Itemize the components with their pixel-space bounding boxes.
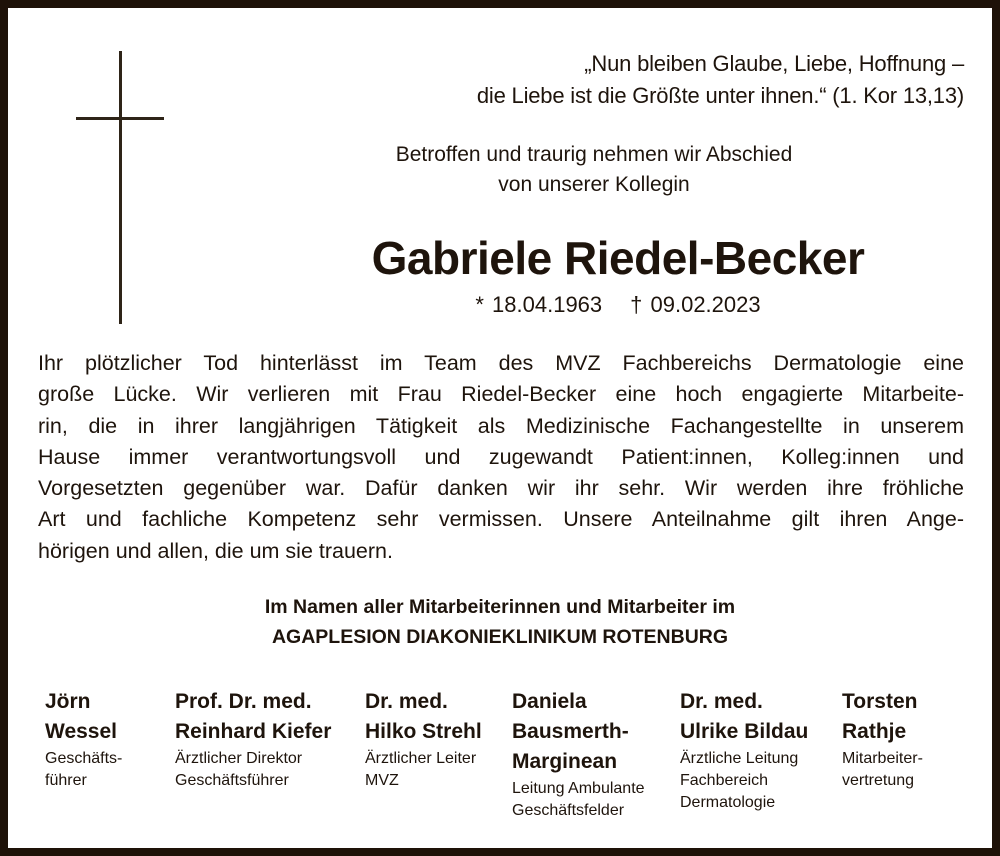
birth-date: * 18.04.1963 <box>475 292 603 317</box>
signer-role <box>512 778 645 822</box>
closing-line-1: Im Namen aller Mitarbeiterinnen und Mitarbeiter im <box>264 596 736 618</box>
signer-role-line: führer <box>45 772 87 789</box>
closing-statement <box>128 592 872 652</box>
cross-horizontal-bar <box>76 117 164 120</box>
signer-role-line: vertretung <box>842 772 915 789</box>
signer-role-line: Geschäftsfelder <box>512 802 625 819</box>
signer-role <box>842 748 923 792</box>
signer-name-line: Jörn <box>45 690 91 713</box>
signer-name-line: Hilko Strehl <box>365 720 482 743</box>
tribute-line: Art und fachliche Kompetenz sehr vermissen. Unsere Anteilnahme gilt ihren Ange- <box>38 507 964 532</box>
tribute-line: Hause immer verantwortungsvoll und zugewandt Patient:innen, Kolleg:innen und <box>38 444 964 469</box>
signer-hilko-strehl <box>365 687 482 792</box>
signer-role-line: Dermatologie <box>680 794 776 811</box>
signer-role-line: Ärztlicher Direktor <box>175 750 303 767</box>
tribute-paragraph <box>38 348 964 567</box>
signer-role <box>175 748 331 792</box>
signer-daniela-bausmerth-marginean <box>512 687 645 822</box>
signer-role-line: Fachbereich <box>680 772 769 789</box>
signer-role-line: MVZ <box>365 772 399 789</box>
signer-role-line: Ärztlicher Leiter <box>365 750 477 767</box>
quote-line-1: „Nun bleiben Glaube, Liebe, Hoffnung – <box>584 51 964 76</box>
signer-name <box>512 687 645 777</box>
tribute-line: hörigen und allen, die um sie trauern. <box>38 538 393 563</box>
signer-name <box>365 687 482 747</box>
signer-name <box>175 687 331 747</box>
signer-role-line: Ärztliche Leitung <box>680 750 799 767</box>
life-dates <box>428 289 808 321</box>
signer-name-line: Dr. med. <box>680 690 763 713</box>
signer-name <box>842 687 923 747</box>
tribute-line: Vorgesetzten gegenüber war. Dafür danken wir ihr sehr. Wir werden ihre fröhliche <box>38 476 964 501</box>
signer-role-line: Geschäftsführer <box>175 772 289 789</box>
signer-torsten-rathje <box>842 687 923 792</box>
signer-name-line: Torsten <box>842 690 918 713</box>
signer-role-line: Geschäfts- <box>45 750 123 767</box>
intro-line-2: von unserer Kollegin <box>498 173 690 196</box>
intro-line-1: Betroffen und traurig nehmen wir Abschied <box>395 143 793 166</box>
tribute-line: große Lücke. Wir verlieren mit Frau Riedel-Becker eine hoch engagierte Mitarbeite- <box>38 382 964 407</box>
signer-role <box>680 748 808 814</box>
signer-name <box>680 687 808 747</box>
signer-name-line: Rathje <box>842 720 907 743</box>
signer-name-line: Wessel <box>45 720 117 743</box>
signer-name-line: Prof. Dr. med. <box>175 690 312 713</box>
signer-name <box>45 687 122 747</box>
signer-name-line: Daniela <box>512 690 587 713</box>
quote-line-2: die Liebe ist die Größte unter ihnen.“ (1. Kor 13,13) <box>476 83 964 108</box>
signer-name-line: Bausmerth- <box>512 720 629 743</box>
signer-name-line: Dr. med. <box>365 690 448 713</box>
signer-reinhard-kiefer <box>175 687 331 792</box>
signer-name-line: Reinhard Kiefer <box>175 720 332 743</box>
tribute-line: Ihr plötzlicher Tod hinterlässt im Team des MVZ Fachbereichs Dermatologie eine <box>38 351 964 375</box>
obituary-notice <box>8 8 992 848</box>
signatories <box>8 687 992 837</box>
tribute-line: rin, die in ihrer langjährigen Tätigkeit als Medizinische Fachangestellte in unserem <box>38 413 964 438</box>
signer-role-line: Mitarbeiter- <box>842 750 923 767</box>
signer-ulrike-bildau <box>680 687 808 814</box>
closing-line-2: AGAPLESION DIAKONIEKLINIKUM ROTENBURG <box>271 626 729 648</box>
signer-joern-wessel <box>45 687 122 792</box>
bible-quote <box>477 48 964 112</box>
intro-text <box>314 140 874 200</box>
signer-role <box>45 748 122 792</box>
signer-name-line: Ulrike Bildau <box>680 720 809 743</box>
cross-vertical-bar <box>119 51 122 324</box>
death-date: † 09.02.2023 <box>630 292 761 317</box>
signer-role <box>365 748 482 792</box>
signer-name-line: Marginean <box>512 750 618 773</box>
signer-role-line: Leitung Ambulante <box>512 780 645 797</box>
deceased-name: Gabriele Riedel-Becker <box>371 232 865 284</box>
